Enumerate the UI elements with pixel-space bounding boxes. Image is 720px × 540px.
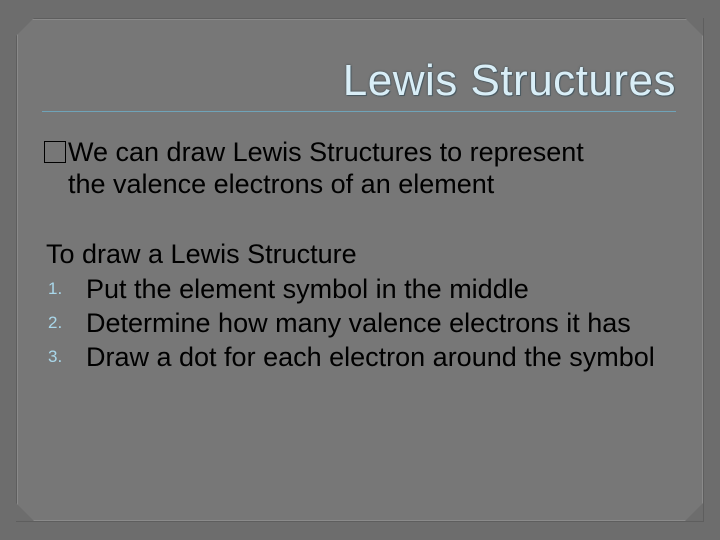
step-text: Determine how many valence electrons it has <box>86 308 631 338</box>
frame-corner <box>685 503 703 521</box>
list-item <box>46 272 676 306</box>
step-number: 3. <box>48 347 63 366</box>
frame-corner <box>16 503 34 521</box>
frame-corner <box>685 18 703 36</box>
step-text: Put the element symbol in the middle <box>86 274 529 304</box>
bullet-text-line1: We can draw Lewis Structures to represent <box>68 137 584 167</box>
step-number: 1. <box>48 279 63 298</box>
bullet-text-line2: the valence electrons of an element <box>68 169 495 199</box>
section-subheading: To draw a Lewis Structure <box>46 239 357 269</box>
step-text: Draw a dot for each electron around the symbol <box>86 342 655 372</box>
steps-list <box>46 272 676 374</box>
list-item <box>46 306 676 340</box>
step-number: 2. <box>48 313 63 332</box>
list-item <box>46 340 676 374</box>
bullet-point <box>44 136 684 200</box>
slide-title: Lewis Structures <box>342 56 676 105</box>
title-divider <box>42 111 676 112</box>
square-bullet-icon <box>44 141 66 163</box>
frame-corner <box>16 18 34 36</box>
